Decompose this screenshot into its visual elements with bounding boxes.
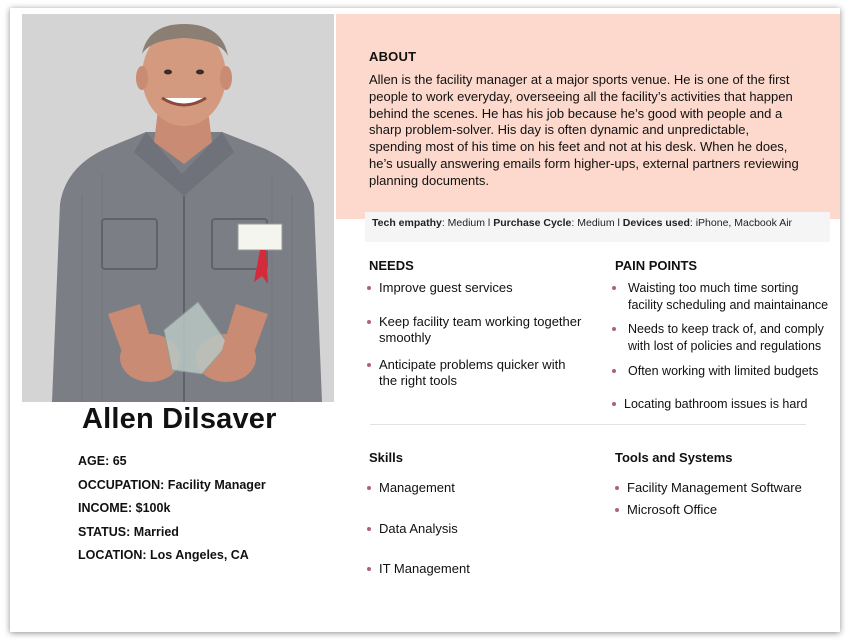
list-item: Anticipate problems quicker with the right tools <box>367 357 587 390</box>
pain-points-list <box>612 280 834 412</box>
devices-value: : iPhone, Macbook Air <box>689 217 793 229</box>
purchase-cycle-value: : Medium l <box>571 217 623 229</box>
person-illustration <box>22 14 334 402</box>
devices-label: Devices used <box>622 217 690 229</box>
about-heading: ABOUT <box>369 49 417 64</box>
list-item: Waisting too much time sorting facility scheduling and maintainance <box>612 280 834 313</box>
tech-bar <box>365 212 830 242</box>
about-text: Allen is the facility manager at a major sports venue. He is one of the first people to work everyday, overseeing all the facility’s activities that happen behind the scenes. He has his job because he’s good with people and a sharp problem-solver. His day is often dynamic and unpredictable, spending most of his time on his feet and not at his desk. When he does, he’s usually answering emails form higher-ups, external partners reviewing planning documents. <box>369 72 799 188</box>
detail-income: INCOME: $100k <box>78 501 171 515</box>
persona-name: Allen Dilsaver <box>82 403 277 435</box>
section-divider <box>370 424 806 425</box>
list-item: Facility Management Software <box>615 480 830 497</box>
portrait-photo <box>22 14 334 402</box>
list-item: Microsoft Office <box>615 502 830 519</box>
list-item: Often working with limited budgets <box>612 363 834 380</box>
skills-list <box>367 480 567 578</box>
detail-location: LOCATION: Los Angeles, CA <box>78 548 249 562</box>
skills-heading: Skills <box>369 450 403 465</box>
list-item: Needs to keep track of, and comply with lost of policies and regulations <box>612 321 834 354</box>
needs-heading: NEEDS <box>369 258 414 273</box>
persona-details <box>78 454 266 572</box>
detail-occupation: OCCUPATION: Facility Manager <box>78 477 266 492</box>
purchase-cycle-label: Purchase Cycle <box>493 217 572 229</box>
tools-list <box>615 480 830 518</box>
list-item: Keep facility team working together smoothly <box>367 314 587 347</box>
tech-empathy-label: Tech empathy <box>372 217 442 229</box>
list-item: IT Management <box>367 561 567 578</box>
detail-age: AGE: 65 <box>78 454 127 468</box>
list-item: Data Analysis <box>367 521 567 538</box>
persona-card <box>10 8 840 632</box>
detail-status: STATUS: Married <box>78 524 179 539</box>
pain-points-heading: PAIN POINTS <box>615 258 698 273</box>
about-section <box>336 14 840 219</box>
list-item: Locating bathroom issues is hard <box>612 396 834 413</box>
tools-heading: Tools and Systems <box>615 450 733 465</box>
list-item: Improve guest services <box>367 280 587 297</box>
list-item: Management <box>367 480 567 497</box>
needs-list <box>367 280 587 390</box>
tech-empathy-value: : Medium l <box>441 217 494 229</box>
